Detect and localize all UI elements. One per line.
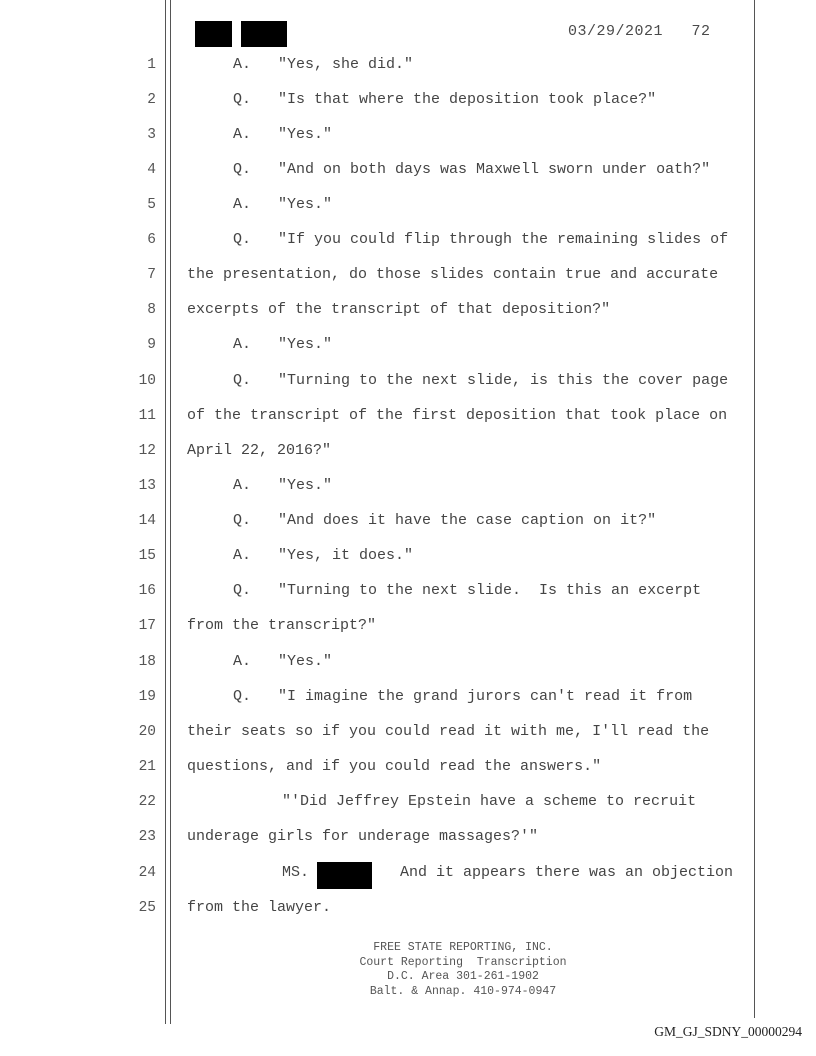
line-text: A. "Yes." <box>233 336 333 353</box>
line-number: 16 <box>138 583 156 599</box>
reporter-footer <box>300 941 626 999</box>
line-text: Q. "Is that where the deposition took place?" <box>233 91 657 108</box>
line-number: 15 <box>138 548 156 564</box>
transcript-line <box>0 159 816 181</box>
line-number: 3 <box>147 127 156 143</box>
redaction-box <box>241 21 287 47</box>
footer-service: Court Reporting Transcription <box>359 955 567 969</box>
line-text: from the lawyer. <box>187 899 332 916</box>
line-text: A. "Yes." <box>233 196 333 213</box>
line-number: 20 <box>138 724 156 740</box>
redaction-box <box>317 862 372 889</box>
footer-company: FREE STATE REPORTING, INC. <box>373 941 553 954</box>
transcript-line <box>0 897 816 919</box>
line-text: A. "Yes, it does." <box>233 547 414 564</box>
line-text: Q. "And does it have the case caption on it?" <box>233 512 657 529</box>
line-number: 5 <box>147 197 156 213</box>
transcript-line <box>0 826 816 848</box>
transcript-line <box>0 475 816 497</box>
transcript-line <box>0 862 816 884</box>
line-number: 11 <box>138 408 156 424</box>
line-text: questions, and if you could read the answers." <box>187 758 602 775</box>
line-text: Q. "I imagine the grand jurors can't read it from <box>233 688 693 705</box>
line-number: 22 <box>138 794 156 810</box>
line-text: And it appears there was an objection <box>400 864 734 881</box>
transcript-line <box>0 264 816 286</box>
transcript-line <box>0 510 816 532</box>
line-number: 17 <box>138 618 156 634</box>
transcript-line <box>0 615 816 637</box>
line-text: Q. "Turning to the next slide, is this the cover page <box>233 372 729 389</box>
transcript-line <box>0 194 816 216</box>
transcript-line <box>0 54 816 76</box>
transcript-line <box>0 545 816 567</box>
line-number: 2 <box>147 92 156 108</box>
line-text: Q. "And on both days was Maxwell sworn under oath?" <box>233 161 711 178</box>
line-text: A. "Yes." <box>233 126 333 143</box>
line-number: 1 <box>147 57 156 73</box>
line-text: of the transcript of the first deposition that took place on <box>187 407 728 424</box>
line-text: underage girls for underage massages?'" <box>187 828 539 845</box>
line-number: 8 <box>147 302 156 318</box>
redaction-box <box>195 21 232 47</box>
transcript-line <box>0 791 816 813</box>
line-text: Q. "Turning to the next slide. Is this an excerpt <box>233 582 702 599</box>
line-text: A. "Yes, she did." <box>233 56 414 73</box>
line-text: the presentation, do those slides contain true and accurate <box>187 266 719 283</box>
transcript-line <box>0 440 816 462</box>
line-number: 6 <box>147 232 156 248</box>
line-number: 23 <box>138 829 156 845</box>
line-text: April 22, 2016?" <box>187 442 332 459</box>
transcript-line <box>0 334 816 356</box>
line-number: 9 <box>147 337 156 353</box>
transcript-line <box>0 686 816 708</box>
transcript-line <box>0 370 816 392</box>
bates-number: GM_GJ_SDNY_00000294 <box>654 1024 802 1039</box>
line-number: 21 <box>138 759 156 775</box>
line-number: 25 <box>138 900 156 916</box>
footer-phone-balt: Balt. & Annap. 410-974-0947 <box>369 984 557 998</box>
speaker-label: MS. <box>282 864 310 881</box>
line-number: 12 <box>138 443 156 459</box>
line-text: "'Did Jeffrey Epstein have a scheme to recruit <box>282 793 697 810</box>
transcript-line <box>0 124 816 146</box>
line-text: A. "Yes." <box>233 477 333 494</box>
line-number: 24 <box>138 865 156 881</box>
line-text: their seats so if you could read it with me, I'll read the <box>187 723 710 740</box>
transcript-line <box>0 299 816 321</box>
transcript-line <box>0 721 816 743</box>
line-text: A. "Yes." <box>233 653 333 670</box>
transcript-line <box>0 89 816 111</box>
line-number: 13 <box>138 478 156 494</box>
line-number: 18 <box>138 654 156 670</box>
line-number: 4 <box>147 162 156 178</box>
transcript-line <box>0 580 816 602</box>
footer-phone-dc: D.C. Area 301-261-1902 <box>387 970 539 983</box>
line-number: 19 <box>138 689 156 705</box>
transcript-line <box>0 651 816 673</box>
transcript-line <box>0 229 816 251</box>
line-text: excerpts of the transcript of that deposition?" <box>187 301 611 318</box>
line-number: 7 <box>147 267 156 283</box>
header-date-page-number: 03/29/2021 72 <box>568 23 711 40</box>
line-text: Q. "If you could flip through the remaining slides of <box>233 231 729 248</box>
transcript-line <box>0 756 816 778</box>
line-text: from the transcript?" <box>187 617 377 634</box>
line-number: 14 <box>138 513 156 529</box>
transcript-line <box>0 405 816 427</box>
line-number: 10 <box>138 373 156 389</box>
